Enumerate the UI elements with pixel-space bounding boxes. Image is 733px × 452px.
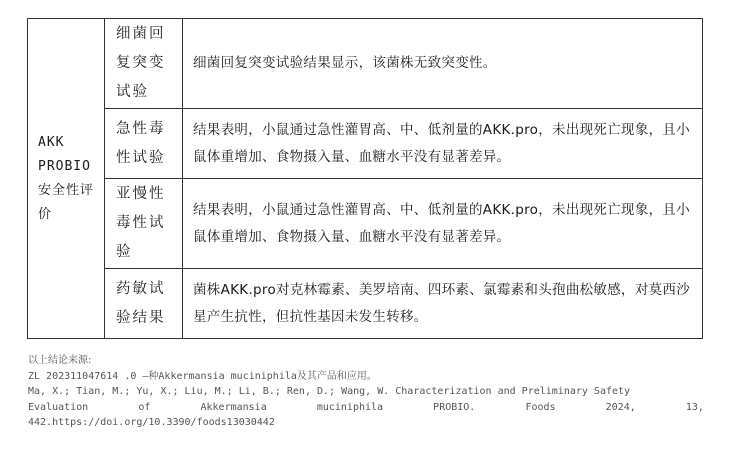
citation-word: Akkermansia: [200, 401, 267, 413]
patent-reference: ZL 202311047614 .0 —种Akkermansia muciniphila及其产品和应用。: [28, 370, 377, 382]
source-notes: [28, 353, 704, 431]
safety-evaluation-table: [27, 18, 703, 339]
citation-word: of: [138, 401, 151, 413]
doi-link[interactable]: 442.https://doi.org/10.3390/foods13030442: [28, 417, 275, 428]
citation-line-2: [28, 400, 704, 416]
citation-word: 2024,: [605, 401, 636, 413]
category-cell: AKK PROBIO安全性评价: [28, 19, 105, 339]
citation-word: Evaluation: [28, 401, 89, 413]
test-item-cell: 急性毒性试验: [105, 109, 183, 179]
table-row: [28, 269, 703, 339]
test-item-cell: 药敏试验结果: [105, 269, 183, 339]
source-heading: 以上结论来源:: [28, 355, 92, 366]
citation-word: Foods: [525, 401, 556, 413]
table-row: [28, 109, 703, 179]
citation-word: muciniphila: [316, 401, 384, 413]
test-result-cell: 结果表明，小鼠通过急性灌胃高、中、低剂量的AKK.pro，未出现死亡现象，且小鼠体重增加、食物摄入量、血糖水平没有显著差异。: [183, 109, 703, 179]
citation-word: 13,: [685, 401, 704, 413]
citation-line-1: Ma, X.; Tian, M.; Yu, X.; Liu, M.; Li, B.; Ren, D.; Wang, W. Characterization and Preliminary Safety: [28, 386, 631, 397]
test-result-cell: 菌株AKK.pro对克林霉素、美罗培南、四环素、氯霉素和头孢曲松敏感，对莫西沙星产生抗性，但抗性基因未发生转移。: [183, 269, 703, 339]
test-item-cell: 细菌回复突变试验: [105, 19, 183, 109]
table-row: [28, 179, 703, 269]
test-result-cell: 细菌回复突变试验结果显示，该菌株无致突变性。: [183, 19, 703, 109]
citation-word: PROBIO.: [433, 401, 476, 413]
table-row: [28, 19, 703, 109]
test-result-cell: 结果表明，小鼠通过急性灌胃高、中、低剂量的AKK.pro，未出现死亡现象，且小鼠体重增加、食物摄入量、血糖水平没有显著差异。: [183, 179, 703, 269]
test-item-cell: 亚慢性毒性试验: [105, 179, 183, 269]
